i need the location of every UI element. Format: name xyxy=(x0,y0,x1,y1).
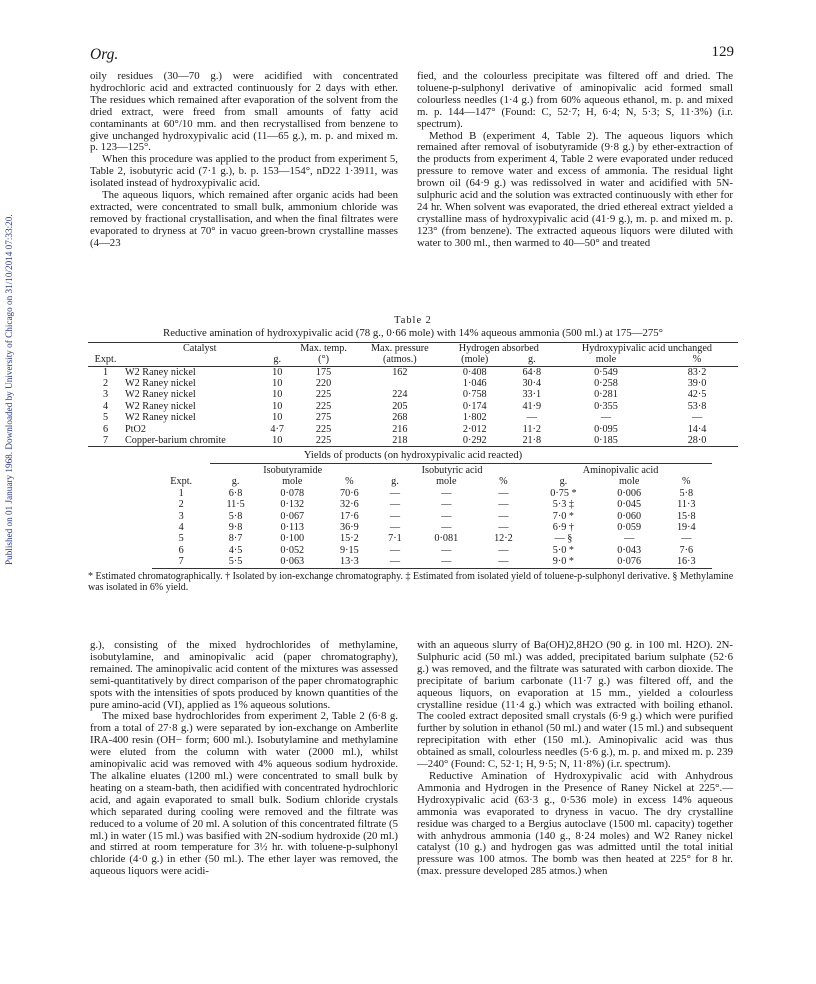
yields-caption: Yields of products (on hydroxypivalic acid reacted) xyxy=(303,450,523,462)
table-cell: mole xyxy=(618,476,640,488)
table-cell: 205 xyxy=(392,400,408,412)
table-cell: 10 xyxy=(272,378,283,390)
group-header: Isobutyric acid xyxy=(375,463,529,476)
table-cell: 218 xyxy=(392,435,408,447)
table-cell: 225 xyxy=(315,400,332,412)
table-cell: 70·6 xyxy=(340,487,359,499)
table-cell: 216 xyxy=(392,423,408,435)
table-cell: mole xyxy=(595,354,617,366)
table-cell: 0·059 xyxy=(617,521,642,533)
table-cell: 0·078 xyxy=(280,487,305,499)
table-row xyxy=(88,435,738,447)
table-cell: 30·4 xyxy=(522,378,542,390)
table-footnote: * Estimated chromatographically. † Isolated by ion-exchange chromatography. ‡ Estimated from isolated yield of toluene-p-sulphonyl derivative. § Methylamine was isolated in 6% yield. xyxy=(88,570,734,593)
table-cell: 12·2 xyxy=(494,533,513,545)
table-cell: 9·8 xyxy=(228,521,243,533)
table-cell: mole xyxy=(282,476,303,488)
col-header: Hydroxypivalic acid unchanged xyxy=(581,342,712,354)
table-cell: g. xyxy=(391,476,399,488)
table-cell: W2 Raney nickel xyxy=(125,412,196,424)
paragraph: Method B (experiment 4, Table 2). The aqueous liquors which remained after removal of isobutyramide (9·8 g.) by ether-extraction of the products from experiment 4, Table 2 were evaporated under reduced pressure to remove water and excess of ammonia. The residual light brown oil (64·9 g.) was redissolved in water and acidified with 5N-sulphuric acid and the solution was extracted continuously with ether for 24 hr. When solvent was evaporated, the dried ethereal extract yielded a crystalline mass of hydroxypivalic acid (41·9 g.), m. p. and mixed m. p. 123° (from benzene). The extracted aqueous liquors were diluted with water to 300 ml., then warmed to 40—50° and treated xyxy=(417,129,733,249)
table-cell: — § xyxy=(554,533,573,545)
table-cell: Expt. xyxy=(170,476,193,488)
top-right-column xyxy=(417,71,733,250)
table-cell: 0·095 xyxy=(594,423,618,435)
table-cell: — xyxy=(441,544,452,556)
table-cell: 0·060 xyxy=(617,510,642,522)
table-cell: % xyxy=(682,476,691,488)
table-cell: 11·2 xyxy=(522,423,541,435)
table-cell: 0·067 xyxy=(280,510,305,522)
table-cell: — xyxy=(600,412,612,424)
table-row xyxy=(152,556,712,568)
table-cell: 0·549 xyxy=(594,366,618,378)
table-cell: — xyxy=(441,510,452,522)
table-cell: W2 Raney nickel xyxy=(125,378,196,390)
table-cell: 5·3 ‡ xyxy=(552,499,575,511)
table-cell: 36·9 xyxy=(340,521,359,533)
table-cell: 42·5 xyxy=(687,389,707,401)
table-cell: 1 xyxy=(178,487,184,499)
table-cell: 5·8 xyxy=(679,487,694,499)
table-cell: 4·7 xyxy=(270,423,285,435)
table-cell: 10 xyxy=(272,400,283,412)
table-row xyxy=(88,366,738,378)
table-cell: 5·5 xyxy=(228,556,243,568)
table-cell: 0·052 xyxy=(280,544,305,556)
paragraph: with an aqueous slurry of Ba(OH)2,8H2O (90 g. in 100 ml. H2O). 2N-Sulphuric acid (50 ml.) was added, precipitated barium sulphate (52·6 g.) was removed, and the filtrate was saturated with carbon dioxide. The precipitate of barium carbonate (11·7 g.) was filtered off, and the aqueous liquors, on evaporation at 15 mm., yielded a colourless crystalline residue (11·4 g.) which was extracted with boiling ethanol. The cooled extract deposited small crystals (6·9 g.) which were purified further by solution in ethanol (50 ml.) and water (15 ml.) and subsequent reprecipitation with ether (150 ml.). Aminopivalic acid was thus obtained as small, colourless needles (5·6 g.), m. p. and mixed m. p. 239—240° (Found: C, 52·1; H, 9·5; N, 11·8%) (i.r. spectrum). xyxy=(417,639,733,771)
table-cell: 0·132 xyxy=(280,499,305,511)
paragraph: oily residues (30—70 g.) were acidified with concentrated hydrochloric acid and extracted continuously for 2 days with ether. The residues which remained after evaporation of the solvent from the dried extract, were freed from small amounts of fatty acid contaminants at 60°/10 mm. and then recrystallised from benzene to give unchanged hydroxypivalic acid (11—65 g.), m. p. and mixed m. p. 123—125°. xyxy=(90,70,398,154)
table-cell: 11·5 xyxy=(226,499,245,511)
table-cell: 7 xyxy=(178,556,184,568)
table-row xyxy=(88,412,738,423)
table-cell: 0·75 * xyxy=(550,487,577,499)
table-cell: 10 xyxy=(272,412,283,424)
paragraph: fied, and the colourless precipitate was filtered off and dried. The toluene-p-sulphonyl derivative of aminopivalic acid formed small colourless needles (1·4 g.) from 60% aqueous ethanol, m. p. and mixed m. p. 144—147° (Found: C, 52·7; H, 6·4; N, 5·3; S, 11·3%) (i.r. spectrum). xyxy=(417,70,733,130)
table-cell: 0·063 xyxy=(280,556,305,568)
table-cell: — xyxy=(526,412,537,424)
col-header: Max. temp. xyxy=(300,342,347,354)
table-row xyxy=(152,511,712,522)
table-cell: 1·046 xyxy=(462,378,487,390)
table-cell: 10 xyxy=(272,435,283,447)
table-cell: (atmos.) xyxy=(383,354,417,366)
table-cell: 0·045 xyxy=(617,499,642,511)
table-2 xyxy=(88,315,738,593)
table-cell: 7·1 xyxy=(388,533,402,545)
table-row xyxy=(88,389,738,400)
table-cell: 0·043 xyxy=(617,544,642,556)
table-cell: 162 xyxy=(392,366,408,378)
paragraph: When this procedure was applied to the product from experiment 5, Table 2, isobutyric acid (7·1 g.), b. p. 153—154°, nD22 1·3911, was isolated instead of hydroxypivalic acid. xyxy=(90,153,398,190)
table-cell: 33·1 xyxy=(522,389,542,401)
table-cell: 53·8 xyxy=(687,400,707,412)
table-cell: 2 xyxy=(178,499,184,511)
table-row xyxy=(152,545,712,556)
table-cell: 1 xyxy=(102,366,109,378)
table-cell: g. xyxy=(527,354,536,366)
table-cell: — xyxy=(624,533,635,545)
table-cell: — xyxy=(691,412,703,424)
table-cell: PtO2 xyxy=(125,423,146,435)
table-cell: g. xyxy=(559,476,568,488)
yields-table xyxy=(152,463,712,569)
table-cell: W2 Raney nickel xyxy=(125,389,196,401)
table-cell: % xyxy=(345,476,354,488)
table-cell: 3 xyxy=(102,389,109,401)
table-cell xyxy=(358,378,442,389)
table-cell: 0·100 xyxy=(280,533,305,545)
table-cell: 0·758 xyxy=(462,389,487,401)
table-cell: 17·6 xyxy=(340,510,359,522)
table-cell: 9·15 xyxy=(340,544,359,556)
table-cell: 64·8 xyxy=(522,366,542,378)
table-cell: Copper-barium chromite xyxy=(125,435,226,447)
table-cell: — xyxy=(389,544,401,556)
table-cell: 15·8 xyxy=(676,510,696,522)
bottom-left-column xyxy=(90,640,398,878)
table-cell: 224 xyxy=(392,389,408,401)
paragraph: The aqueous liquors, which remained after organic acids had been extracted, were concentrated to small bulk, ammonium chloride was removed by fractional crystallisation, and when the final filtrates were evaporated to dryness at 70° in vacuo green-brown crystalline masses (4—23 xyxy=(90,189,398,249)
table-cell: 4 xyxy=(178,521,184,533)
table-cell: — xyxy=(389,487,401,499)
table-cell: W2 Raney nickel xyxy=(125,366,196,378)
table-cell: 8·7 xyxy=(228,533,243,545)
table-cell: g. xyxy=(231,476,240,488)
paragraph: Reductive Amination of Hydroxypivalic acid with Anhydrous Ammonia and Hydrogen in the Presence of Raney Nickel at 225°.—Hydroxypivalic acid (63·3 g., 0·536 mole) in excess 14% aqueous ammonia was evaporated to dryness in vacuo. The dry crystalline residue was charged to a Bergius autoclave (1500 ml. capacity) together with anhydrous ammonia (140 g., 8·24 moles) and W2 Raney nickel catalyst (10 g.) and hydrogen gas was admitted until the total initial pressure was 100 atmos. The bomb was then heated at 225° for 8 hr. (max. pressure developed 285 atmos.) when xyxy=(417,769,733,878)
table-cell: 0·281 xyxy=(594,389,618,401)
table-cell: — xyxy=(441,521,452,533)
table-cell: 6 xyxy=(102,423,109,435)
table-cell: 225 xyxy=(315,435,332,447)
table-cell: 6 xyxy=(178,544,184,556)
table-cell: — xyxy=(389,521,401,533)
group-header: Aminopivalic acid xyxy=(529,463,712,476)
table-row xyxy=(152,499,712,510)
table-row xyxy=(152,522,712,533)
table-cell: 0·185 xyxy=(594,435,618,447)
table-cell: 4 xyxy=(102,400,109,412)
table-cell: 11·3 xyxy=(677,499,696,511)
table-cell: Expt. xyxy=(94,354,117,366)
table-cell: — xyxy=(498,499,509,511)
table-cell: — xyxy=(441,556,452,568)
table-cell: 2 xyxy=(102,378,109,390)
paragraph: g.), consisting of the mixed hydrochlorides of methylamine, isobutylamine, and aminopivalic acid (paper chromatography), remained. The aminopivalic acid content of the mixtures was assessed semi-quantitatively by direct comparison of the paper chromatographic spots with the intensities of spots produced by known quantities of the pure amino-acid (VI), applied as 1% aqueous solutions. xyxy=(90,639,398,711)
table-cell: 0·355 xyxy=(594,400,618,412)
catalyst-table xyxy=(88,342,738,448)
table-cell: — xyxy=(498,487,509,499)
table-cell: 14·4 xyxy=(687,423,707,435)
table-row xyxy=(88,424,738,435)
table-cell: 5 xyxy=(102,412,109,424)
table-cell: 225 xyxy=(315,389,332,401)
table-cell: 0·174 xyxy=(462,400,487,412)
download-notice: Published on 01 January 1968. Downloaded by University of Chicago on 31/10/2014 07:33:20. xyxy=(4,214,14,566)
bottom-right-column xyxy=(417,640,733,878)
table-cell: 4·5 xyxy=(228,544,243,556)
table-cell: 0·113 xyxy=(280,521,304,533)
paragraph: The mixed base hydrochlorides from experiment 2, Table 2 (6·8 g. from a total of 27·8 g.) were separated by ion-exchange on Amberlite IRA-400 resin (OH− form; 600 ml.). Isobutylamine and methylamine were eluted from the column with water (2000 ml.), whilst aminopivalic acid was removed with 4% aqueous sodium hydroxide. The alkaline eluates (1200 ml.) were concentrated to small bulk by heating on a steam-bath, then acidified with concentrated hydrochloric acid, and again evaporated to small bulk. Sodium chloride crystals which separated during cooling were removed and the filtrate was reduced to a volume of 20 ml. A solution of this concentrated filtrate (5 ml.) in water (15 ml.) was basified with 2N-sodium hydroxide (20 ml.) and stirred at room temperature for 3½ hr. with toluene-p-sulphonyl chloride (4·0 g.) in ether (50 ml.). The ether layer was removed, the aqueous liquors were acidi- xyxy=(90,710,398,878)
table-cell: — xyxy=(498,544,509,556)
table-cell: g. xyxy=(273,354,282,366)
table-cell: 39·0 xyxy=(687,378,707,390)
col-header: Max. pressure xyxy=(370,342,429,354)
running-head: Org. xyxy=(90,46,119,63)
table-cell: 32·6 xyxy=(340,499,359,511)
page-number: 129 xyxy=(711,44,734,60)
table-cell: 1·802 xyxy=(462,412,487,424)
table-cell: — xyxy=(498,510,509,522)
table-row xyxy=(88,378,738,389)
table-cell: 275 xyxy=(315,412,332,424)
table-caption: Reductive amination of hydroxypivalic acid (78 g., 0·66 mole) with 14% aqueous ammonia (500 ml.) at 175—275° xyxy=(163,327,663,340)
table-cell: 0·076 xyxy=(617,556,642,568)
table-cell: (mole) xyxy=(461,354,489,366)
table-cell: 6·9 † xyxy=(552,521,575,533)
table-cell: 0·408 xyxy=(462,366,487,378)
col-header: Catalyst xyxy=(183,342,217,354)
table-cell: 2·012 xyxy=(462,423,487,435)
table-cell: 83·2 xyxy=(687,366,707,378)
table-cell: 13·3 xyxy=(340,556,359,568)
table-cell: 225 xyxy=(315,423,332,435)
table-label: Table 2 xyxy=(394,315,432,326)
table-cell: mole xyxy=(436,476,457,488)
table-cell: 41·9 xyxy=(522,400,542,412)
table-cell: — xyxy=(389,556,401,568)
table-cell: 5·0 * xyxy=(552,544,575,556)
table-cell: 6·8 xyxy=(228,487,243,499)
table-cell: W2 Raney nickel xyxy=(125,400,196,412)
col-header: Hydrogen absorbed xyxy=(458,342,539,354)
table-cell: 15·2 xyxy=(340,533,359,545)
table-cell: (°) xyxy=(318,354,329,366)
table-row xyxy=(152,488,712,499)
table-cell: 7·6 xyxy=(679,544,694,556)
table-cell: 3 xyxy=(178,510,184,522)
table-cell: 0·081 xyxy=(434,533,459,545)
table-cell: 0·258 xyxy=(594,378,618,390)
table-row xyxy=(88,401,738,412)
table-cell: 175 xyxy=(315,366,332,378)
table-cell: 0·006 xyxy=(617,487,642,499)
table-cell: — xyxy=(389,510,401,522)
table-cell: 0·292 xyxy=(462,435,487,447)
table-cell: 19·4 xyxy=(676,521,696,533)
table-cell: 220 xyxy=(315,378,332,390)
table-cell: 10 xyxy=(272,366,283,378)
top-left-column xyxy=(90,71,398,250)
table-cell: — xyxy=(498,521,509,533)
table-cell: 16·3 xyxy=(676,556,696,568)
table-cell: 7·0 * xyxy=(552,510,575,522)
group-header: Isobutyramide xyxy=(210,463,375,476)
table-cell: 21·8 xyxy=(522,435,542,447)
table-cell: — xyxy=(681,533,692,545)
table-row xyxy=(152,533,712,544)
table-cell: 7 xyxy=(102,435,109,447)
table-cell: 28·0 xyxy=(687,435,707,447)
table-cell: — xyxy=(389,499,401,511)
table-cell: 10 xyxy=(272,389,283,401)
table-cell: % xyxy=(692,354,702,366)
table-cell: 5 xyxy=(178,533,184,545)
table-cell xyxy=(123,354,265,366)
table-cell: — xyxy=(441,487,452,499)
table-cell: % xyxy=(499,476,508,488)
table-cell: — xyxy=(441,499,452,511)
table-cell: — xyxy=(498,556,509,568)
table-cell: 268 xyxy=(392,412,408,424)
table-cell: 5·8 xyxy=(228,510,243,522)
table-cell: 9·0 * xyxy=(552,556,575,568)
